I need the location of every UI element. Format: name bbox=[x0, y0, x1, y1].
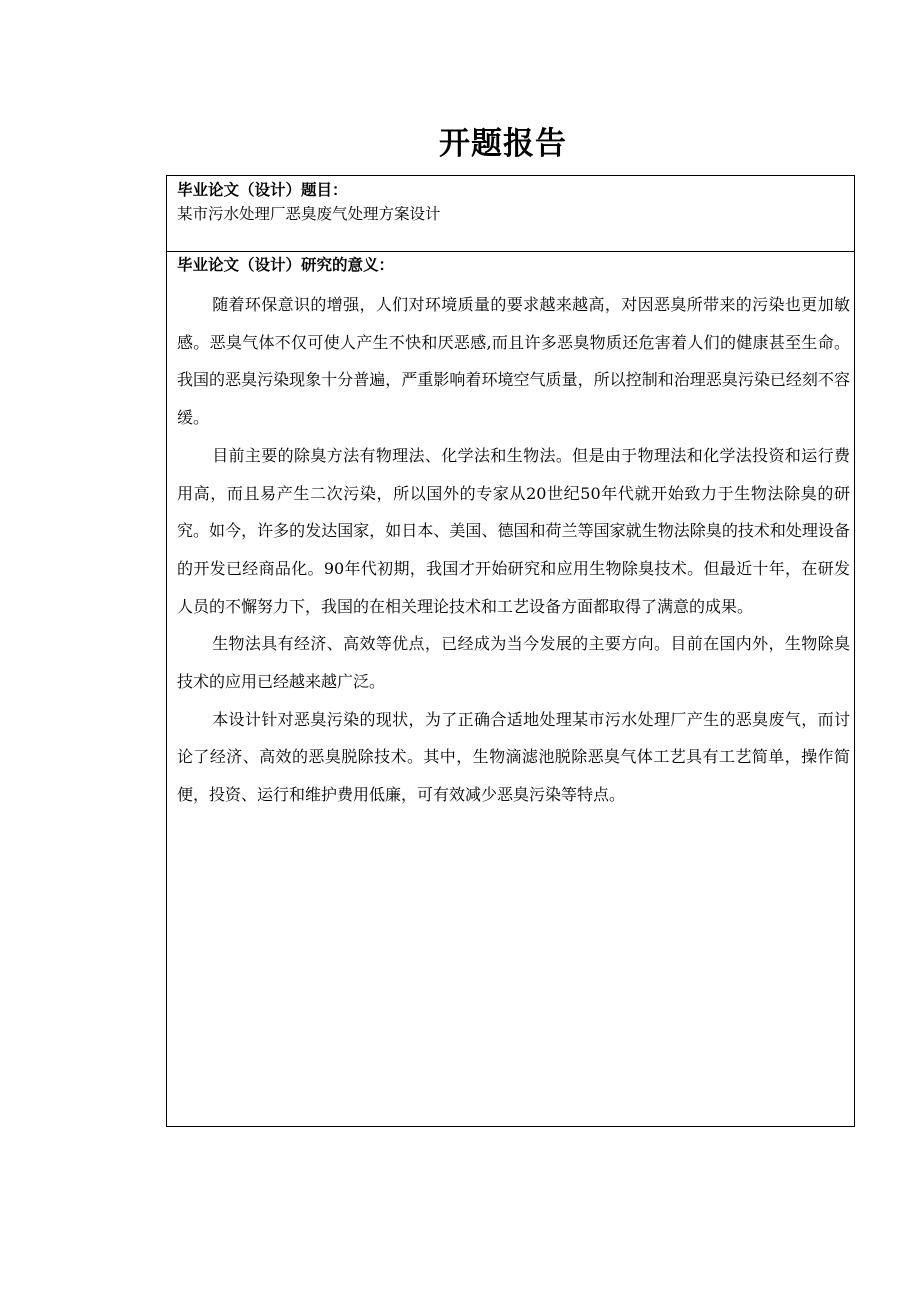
topic-section bbox=[167, 176, 854, 252]
topic-label: 毕业论文（设计）题目： bbox=[177, 181, 348, 199]
paragraph: 随着环保意识的增强，人们对环境质量的要求越来越高，对因恶臭所带来的污染也更加敏感。恶臭气体不仅可使人产生不快和厌恶感,而且许多恶臭物质还危害着人们的健康甚至生命。我国的恶臭污染现象十分普遍，严重影响着环境空气质量，所以控制和治理恶臭污染已经刻不容缓。 bbox=[177, 295, 850, 428]
significance-label: 毕业论文（设计）研究的意义： bbox=[177, 256, 395, 274]
report-table bbox=[166, 175, 855, 1127]
topic-value: 某市污水处理厂恶臭废气处理方案设计 bbox=[177, 205, 441, 223]
paragraph: 本设计针对恶臭污染的现状，为了正确合适地处理某市污水处理厂产生的恶臭废气，而讨论了经济、高效的恶臭脱除技术。其中，生物滴滤池脱除恶臭气体工艺具有工艺简单，操作简便，投资、运行和维护费用低廉，可有效减少恶臭污染等特点。 bbox=[177, 709, 850, 805]
significance-body bbox=[177, 286, 850, 814]
page-title: 开题报告 bbox=[439, 126, 567, 162]
paragraph: 目前主要的除臭方法有物理法、化学法和生物法。但是由于物理法和化学法投资和运行费用高，而且易产生二次污染，所以国外的专家从20世纪50年代就开始致力于生物法除臭的研究。如今，许多的发达国家，如日本、美国、德国和荷兰等国家就生物法除臭的技术和处理设备的开发已经商品化。90年代初期，我国才开始研究和应用生物除臭技术。但最近十年，在研发人员的不懈努力下，我国的在相关理论技术和工艺设备方面都取得了满意的成果。 bbox=[177, 445, 850, 616]
paragraph: 生物法具有经济、高效等优点，已经成为当今发展的主要方向。目前在国内外，生物除臭技术的应用已经越来越广泛。 bbox=[177, 634, 850, 692]
